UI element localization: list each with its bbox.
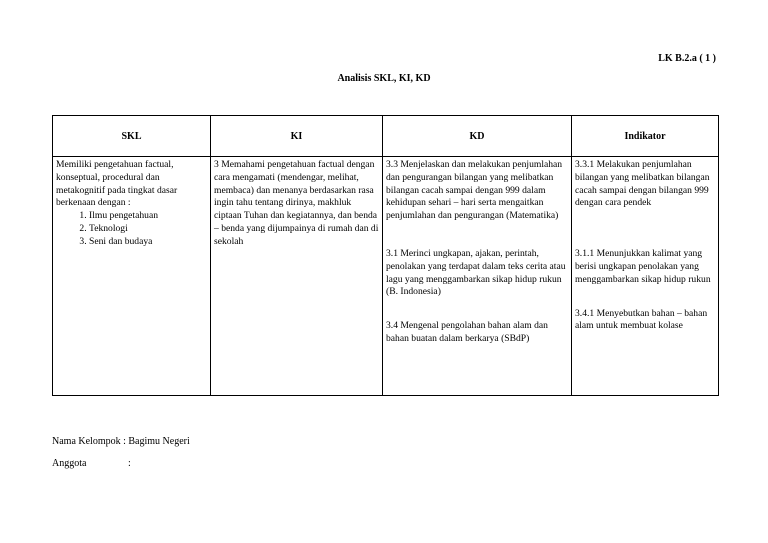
cell-skl [53, 157, 211, 396]
cell-ki [211, 157, 383, 396]
skl-item: 3. Seni dan budaya [89, 236, 207, 249]
kd-item: 3.4 Mengenal pengolahan bahan alam dan bahan buatan dalam berkarya (SBdP) [386, 320, 548, 344]
skl-item: 2. Teknologi [89, 223, 207, 236]
header-indikator: Indikator [572, 116, 719, 157]
skl-intro: Memiliki pengetahuan factual, konseptual, procedural dan metakognitif pada tingkat dasar berkenaan dengan : [56, 159, 178, 209]
table-header-row [53, 116, 719, 157]
header-kd: KD [383, 116, 572, 157]
cell-kd [383, 157, 572, 396]
document-code: LK B.2.a ( 1 ) [658, 53, 716, 64]
skl-list [56, 210, 207, 248]
analysis-table [52, 115, 719, 396]
indikator-item: 3.4.1 Menyebutkan bahan – bahan alam untuk membuat kolase [575, 307, 708, 332]
table-row [53, 157, 719, 396]
kd-item: 3.3 Menjelaskan dan melakukan penjumlahan dan pengurangan bilangan yang melibatkan bilangan cacah sampai dengan 999 dalam kehidupan sehari – hari serta mengaitkan penjumlahan dan pengurangan (Matematika) [386, 159, 563, 222]
group-name-line: Nama Kelompok : Bagimu Negeri [52, 436, 190, 447]
indikator-item: 3.1.1 Menunjukkan kalimat yang berisi ungkapan penolakan yang menggambarkan sikap hidup rukun [575, 248, 711, 285]
ki-text: 3 Memahami pengetahuan factual dengan cara mengamati (mendengar, melihat, membaca) dan menanya berdasarkan rasa ingin tahu tentang dirinya, makhluk ciptaan Tuhan dan kegiatannya, dan benda – benda yang dijumpainya di rumah dan di sekolah [214, 159, 379, 247]
members-label: Anggota [52, 458, 87, 469]
indikator-item: 3.3.1 Melakukan penjumlahan bilangan yang melibatkan bilangan cacah sampai dengan bilangan 999 dengan cara pendek [575, 159, 710, 209]
cell-indikator [572, 157, 719, 396]
members-line [52, 458, 131, 469]
kd-item: 3.1 Merinci ungkapan, ajakan, perintah, penolakan yang terdapat dalam teks cerita atau lagu yang menggambarkan sikap hidup rukun (B. Indonesia) [386, 247, 566, 298]
skl-item: 1. Ilmu pengetahuan [89, 210, 207, 223]
header-ki: KI [211, 116, 383, 157]
header-skl: SKL [53, 116, 211, 157]
members-colon: : [128, 458, 131, 469]
document-title: Analisis SKL, KI, KD [337, 73, 431, 84]
